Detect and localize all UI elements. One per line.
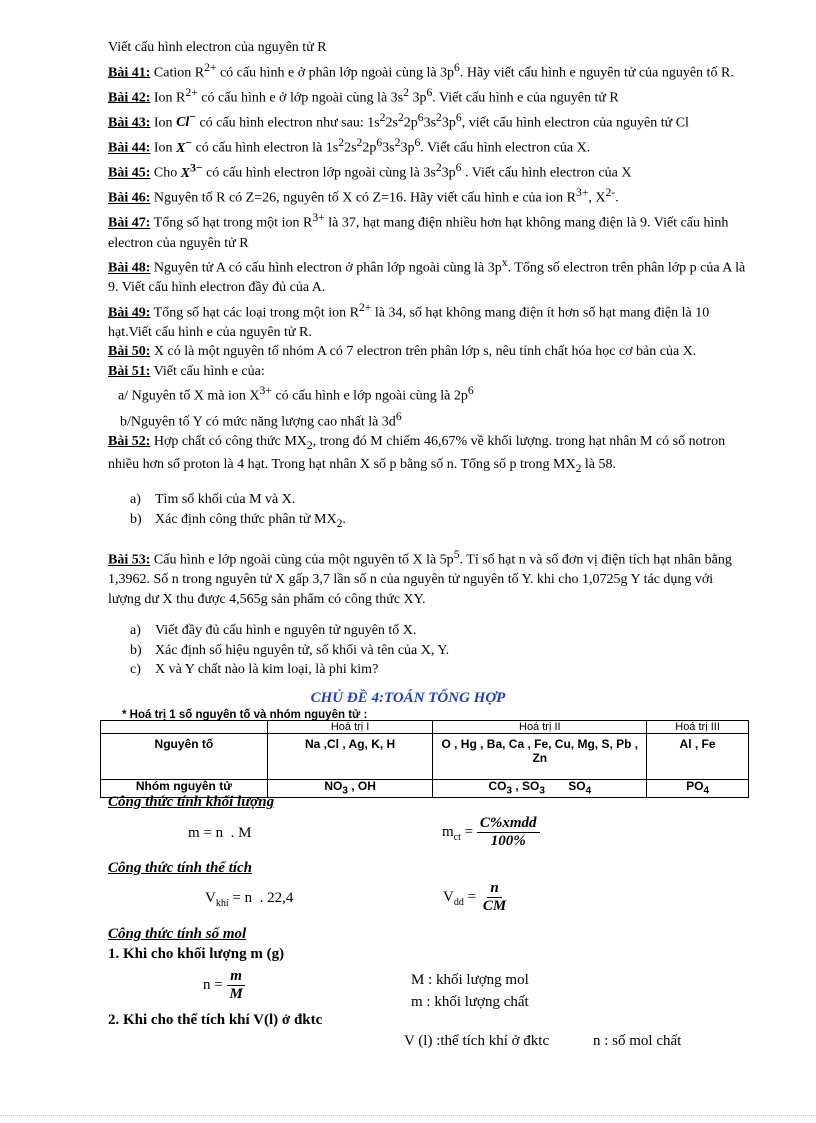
exercise-48: Bài 48: Nguyên tử A có cấu hình electron ở phân lớp ngoài cùng là $3p^x$. Tổng số electron trên phân lớp p của A là 9. Viết cấu hình electron đầy đủ của A. [108, 256, 746, 296]
table-header-cell: Hoá trị I [267, 721, 433, 734]
exercise-43: Bài 43: Ion Cl− có cấu hình electron như sau: $1s^22s^22p^63s^23p^6$, viết cấu hình electron của nguyên tử Cl [108, 110, 689, 131]
exercise-label: Bài 53: [108, 552, 151, 568]
exercise-44: Bài 44: Ion X− có cấu hình electron là $1s^22s^22p^63s^23p^6$. Viết cấu hình electron của X. [108, 135, 591, 156]
exercise-label: Bài 41: [108, 65, 151, 81]
list-item: a) Viết đầy đủ cấu hình e nguyên tử nguyên tố X. [130, 623, 417, 639]
note-mol: n : số mol chất [593, 1033, 682, 1049]
mol-section-title: Công thức tính số mol [108, 926, 247, 942]
exercise-list [108, 38, 748, 680]
volume-section-title: Công thức tính thể tích [108, 860, 253, 876]
exercise-label: Bài 49: [108, 305, 151, 321]
exercise-label: Bài 51: [108, 363, 151, 379]
exercise-label: Bài 45: [108, 165, 151, 181]
exercise-label: Bài 47: [108, 216, 151, 232]
exercise-45: Bài 45: Cho $X^{3-}$ có cấu hình electron lớp ngoài cùng là $3s^23p^6$ . Viết cấu hình electron của X [108, 161, 632, 181]
table-cell: O , Hg , Ba, Ca , Fe, Cu, Mg, S, Pb , Zn [433, 734, 647, 780]
list-item: a) Tìm số khối của M và X. [130, 492, 296, 508]
table-cell: $NO_3$ , OH [267, 780, 433, 798]
note-mass: m : khối lượng chất [411, 994, 529, 1010]
table-cell: $PO_4$ [647, 780, 749, 798]
exercise-52-questions [108, 490, 748, 533]
exercise-label: Bài 48: [108, 260, 151, 276]
topic-heading: CHỦ ĐỀ 4:TOÁN TỔNG HỢP [310, 690, 506, 706]
mol-case-2: 2. Khi cho thể tích khí V(l) ở đktc [108, 1012, 323, 1028]
exercise-53-questions [108, 621, 748, 680]
mass-formula: m = n . M [188, 825, 252, 841]
exercise-49: Bài 49: Tổng số hạt các loại trong một ion $R^{2+}$ là 34, số hạt không mang điện ít hơn số hạt mang điện là 10 hạt.Viết cấu hình e của nguyên tử R. [108, 300, 710, 340]
fraction: $\frac{n}{CM}$ [482, 880, 507, 914]
table-header-cell: Hoá trị III [647, 721, 749, 734]
mass-solute-formula: $m_{ct}$ = $\frac{\text{C\%xmdd}}{100\%}$ [442, 815, 540, 850]
fraction: $\frac{m}{M}$ [226, 968, 245, 1003]
exercise-50: Bài 50: X có là một nguyên tố nhóm A có 7 electron trên phân lớp s, nêu tính chất hóa học cơ bản của X. [108, 344, 697, 360]
table-cell: $CO_3$ , $SO_3$ $SO_4$ [433, 780, 647, 798]
table-header-cell: Hoá trị II [433, 721, 647, 734]
exercise-label: Bài 43: [108, 115, 151, 131]
fraction: $\frac{\text{C\%xmdd}}{100\%}$ [477, 815, 540, 850]
mol-from-mass-formula: n = $\frac{m}{M}$ [203, 968, 246, 1003]
exercise-53: Bài 53: Cấu hình e lớp ngoài cùng của một nguyên tố X là $5p^5$. Tỉ số hạt n và số đơn vị điện tích hạt nhân bằng 1,3962. Số n trong nguyên tử X gấp 3,7 lần số n của nguyên tử nguyên tố Y. khi cho 1,0725g Y tác dụng với lượng dư X thu được 4,565g sản phẩm có công thức XY. [108, 548, 732, 607]
note-molar-mass: M : khối lượng mol [411, 972, 529, 988]
list-item: b) Xác định công thức phân tử $MX_2$. [130, 511, 346, 530]
exercise-51: Bài 51: Viết cấu hình e của: [108, 363, 265, 379]
valence-table [100, 720, 749, 798]
table-row [101, 734, 749, 780]
exercise-label: Bài 42: [108, 90, 151, 106]
exercise-42: Bài 42: Ion $R^{2+}$ có cấu hình e ở lớp ngoài cùng là $3s^2$ $3p^6$. Viết cấu hình e của nguyên tử R [108, 85, 619, 106]
table-header-cell [101, 721, 268, 734]
note-volume: V (l) :thể tích khí ở đktc [404, 1033, 550, 1049]
exercise-label: Bài 46: [108, 190, 151, 206]
exercise-47: Bài 47: Tổng số hạt trong một ion $R^{3+}$ là 37, hạt mang điện nhiều hơn hạt không mang điện là 9. Viết cấu hình electron của nguyên tử R [108, 211, 729, 251]
table-cell: Al , Fe [647, 734, 749, 780]
exercise-46: Bài 46: Nguyên tố R có Z=26, nguyên tố X có Z=16. Hãy viết cấu hình e của ion $R^{3+}$, $X^{2-}$. [108, 186, 619, 206]
mass-section-title: Công thức tính khối lượng [108, 794, 275, 810]
table-cell: Nguyên tố [101, 734, 268, 780]
exercise-51-part-b: b/Nguyên tố Y có mức năng lượng cao nhất là $3d^6$ [120, 409, 402, 430]
exercise-label: Bài 52: [108, 433, 151, 449]
table-cell: Na ,Cl , Ag, K, H [267, 734, 433, 780]
exercise-41: Bài 41: Cation $R^{2+}$ có cấu hình e ở phân lớp ngoài cùng là $3p^6$. Hãy viết cấu hình e nguyên tử của nguyên tố R. [108, 60, 734, 81]
exercise-51-part-a: a/ Nguyên tố X mà ion $X^{3+}$ có cấu hình e lớp ngoài cùng là $2p^6$ [118, 384, 474, 405]
table-cell: Nhóm nguyên tử [101, 780, 268, 798]
page-bottom-divider [0, 1115, 816, 1116]
table-header-row [101, 721, 749, 734]
exercise-52: Bài 52: Hợp chất có công thức $MX_2$, trong đó M chiếm 46,67% về khối lượng. trong hạt nhân M có số notron nhiều hơn số proton là 4 hạt. Trong hạt nhân X số p bằng số n. Tổng số p trong $MX_2$ là 58. [108, 433, 726, 475]
exercise-label: Bài 44: [108, 140, 151, 156]
exercise-label: Bài 50: [108, 344, 151, 360]
intro-line: Viết cấu hình electron của nguyên tử R [108, 40, 327, 55]
list-item: c) X và Y chất nào là kim loại, là phi kim? [130, 662, 379, 678]
solution-volume-formula: $V_{dd}$ = $\frac{n}{CM}$ [443, 880, 509, 915]
list-item: b) Xác định số hiệu nguyên tử, số khối và tên của X, Y. [130, 642, 450, 658]
gas-volume-formula: $V_{khí} = n$ . 22,4 [205, 890, 294, 909]
table-caption: * Hoá trị 1 số nguyên tố và nhóm nguyên tử : [122, 709, 368, 721]
mol-case-1: 1. Khi cho khối lượng m (g) [108, 946, 285, 962]
